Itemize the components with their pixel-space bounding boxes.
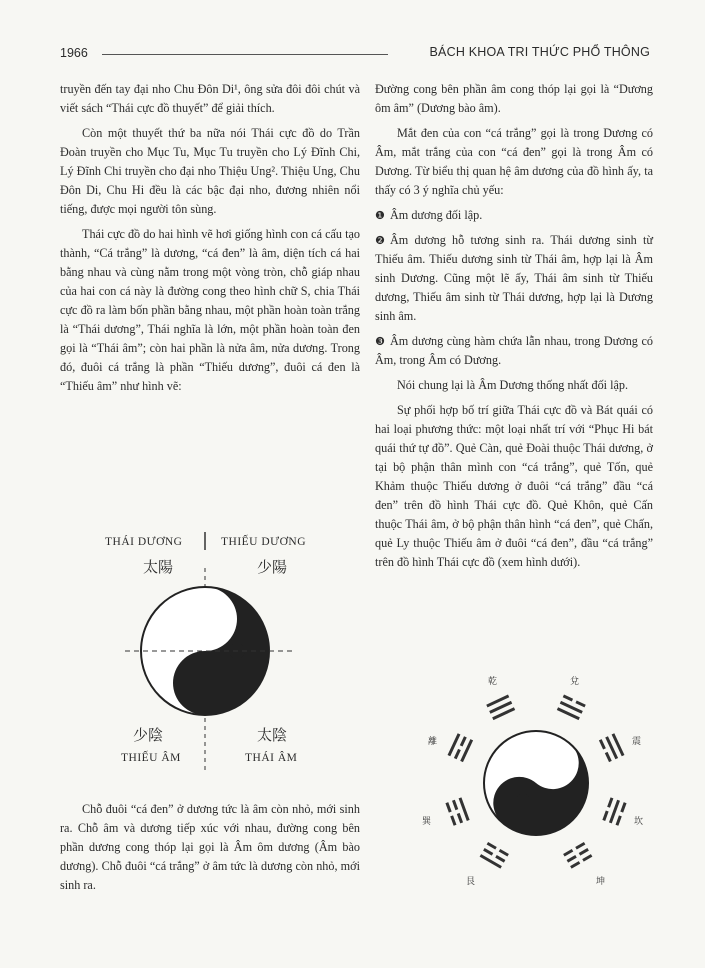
figure-han-label: 少陰 bbox=[133, 726, 164, 744]
left-column bbox=[60, 80, 360, 402]
trigram-label: 艮 bbox=[466, 877, 476, 887]
trigram-label: 乾 bbox=[488, 677, 498, 687]
left-column-bottom bbox=[60, 800, 360, 895]
trigram-label: 坎 bbox=[634, 817, 644, 827]
right-column bbox=[375, 80, 653, 578]
figure-han-label: 少陽 bbox=[257, 558, 288, 576]
bagua-taiji-figure bbox=[420, 668, 652, 898]
figure-label: THÁI ÂM bbox=[245, 752, 298, 764]
bullet-one-icon: ❶ bbox=[375, 209, 385, 222]
bullet-three-icon: ❸ bbox=[375, 335, 385, 348]
paragraph: Sự phối hợp bố trí giữa Thái cực đồ và Bát quái có hai loại phương thức: một loại nhất trí với “Phục Hi bát quái thứ tự đồ”. Quẻ Càn, quẻ Đoài thuộc Thái dương, ở tại bộ phận thân mình con “cá trắng”, quẻ Tốn, quẻ Khảm thuộc Thiếu dương ở đuôi “cá trắng” đầu “cá đen” trên đồ hình Thái cực đồ. Quẻ Khôn, quẻ Cấn thuộc Thái âm, ở bộ phận thân hình “cá đen”, quẻ Chấn, quẻ Ly thuộc Thiếu âm ở đuôi “cá đen”, đầu “cá trắng” trên đồ hình Thái cực đồ (xem hình dưới). bbox=[375, 403, 653, 569]
figure-label: THÁI DƯƠNG bbox=[105, 536, 183, 548]
trigram-label: 兌 bbox=[570, 677, 580, 687]
header-rule bbox=[102, 54, 388, 55]
trigram-label: 巽 bbox=[422, 817, 432, 827]
list-item: ❸ Âm dương cùng hàm chứa lẫn nhau, trong Dương có Âm, trong Âm có Dương. bbox=[375, 334, 653, 367]
trigram-label: 坤 bbox=[596, 877, 606, 887]
trigram-label: 震 bbox=[632, 737, 642, 747]
page-header bbox=[58, 44, 650, 66]
paragraph: Chỗ đuôi “cá đen” ở dương tức là âm còn nhỏ, mới sinh ra. Chỗ âm và dương tiếp xúc với nhau, đường cong bên phần dương cong thóp lại gọi là Âm ôm dương (Âm bào dương). Chỗ đuôi “cá trắng” ở âm tức là dương còn nhỏ, mới sinh ra. bbox=[60, 802, 360, 892]
paragraph: Nói chung lại là Âm Dương thống nhất đối lập. bbox=[397, 378, 629, 392]
taiji-diagram bbox=[95, 528, 335, 788]
paragraph: Đường cong bên phần âm cong thóp lại gọi là “Dương ôm âm” (Dương bào âm). bbox=[375, 82, 653, 115]
list-item: ❶ Âm dương đối lập. bbox=[375, 206, 653, 225]
figure-label: THIẾU DƯƠNG bbox=[221, 536, 307, 548]
figure-label: THIẾU ÂM bbox=[121, 752, 181, 764]
paragraph: Thái cực đồ do hai hình vẽ hơi giống hình con cá cấu tạo thành, “Cá trắng” là dương, “cá đen” là âm, diện tích cá hai bằng nhau và cùng nằm trong một vòng tròn, chỗ giáp nhau của hai con cá này là đường cong theo hình chữ S, chia Thái cực đồ ra làm bốn phần bằng nhau, một phần hoàn toàn trắng là “Thái dương”, Thái nghĩa là lớn, một phần hoàn toàn đen gọi là “Thái âm”; còn hai phần là nửa âm, nửa dương. Trong đó, đuôi cá trắng là phần “Thiếu dương”, đuôi cá đen là “Thiếu âm” như hình vẽ: bbox=[60, 227, 360, 393]
taiji-four-phases-figure bbox=[95, 528, 335, 788]
page-number: 1966 bbox=[60, 46, 88, 60]
paragraph: truyền đến tay đại nho Chu Đôn Di¹, ông sửa đôi đôi chút và viết sách “Thái cực đồ thuyết” để giải thích. bbox=[60, 82, 360, 115]
trigram-label: 離 bbox=[428, 737, 438, 747]
figure-han-label: 太陽 bbox=[143, 558, 174, 576]
bullet-two-icon: ❷ bbox=[375, 234, 385, 247]
running-title: BÁCH KHOA TRI THỨC PHỔ THÔNG bbox=[429, 45, 650, 59]
paragraph: Còn một thuyết thứ ba nữa nói Thái cực đồ do Trần Đoàn truyền cho Mục Tu, Mục Tu truyền cho Lý Đĩnh Chi, Lý Đĩnh Chi truyền cho đại nho Thiệu Ung². Thiệu Ung, Chu Đôn Di, Chu Hi đều là các bậc đại nho, đương nhiên nổi tiếng, được mọi người tôn sùng. bbox=[60, 126, 360, 216]
figure-han-label: 太陰 bbox=[257, 726, 288, 744]
list-item: ❷ Âm dương hỗ tương sinh ra. Thái dương sinh từ Thiếu âm. Thiếu dương sinh từ Thái âm, hợp lại là Âm sinh Dương. Cũng một lẽ ấy, Thái âm sinh từ Thiếu dương, Thiếu âm sinh từ Thái dương, hợp lại là Dương sinh âm. bbox=[375, 233, 653, 323]
paragraph: Mắt đen của con “cá trắng” gọi là trong Dương có Âm, mắt trắng của con “cá đen” gọi là trong Âm có Dương. Từ biểu thị quan hệ âm dương của đồ hình ấy, ta thấy có 3 ý nghĩa chủ yếu: bbox=[375, 126, 653, 197]
bagua-diagram bbox=[420, 668, 652, 898]
